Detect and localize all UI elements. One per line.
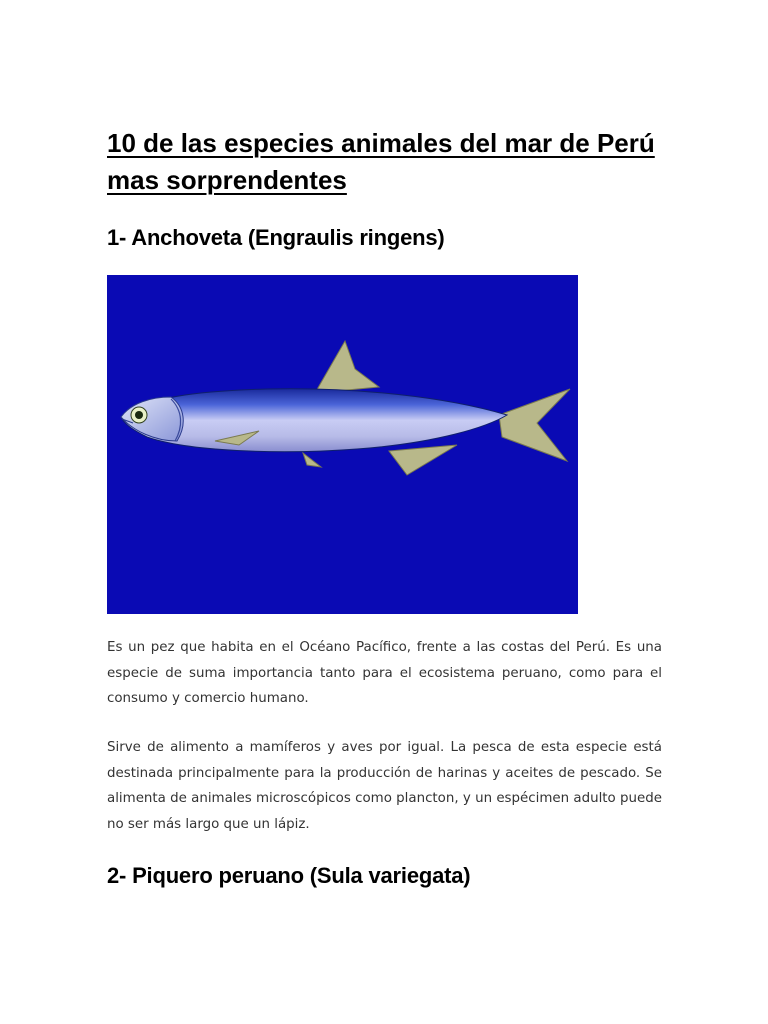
section-heading-piquero: 2- Piquero peruano (Sula variegata) bbox=[107, 863, 471, 888]
page-title: 10 de las especies animales del mar de Perú mas sorprendentes bbox=[107, 128, 655, 195]
fish-icon bbox=[107, 275, 578, 614]
section-heading-anchoveta: 1- Anchoveta (Engraulis ringens) bbox=[107, 225, 445, 250]
anchoveta-image bbox=[107, 275, 578, 614]
anchoveta-paragraph-2: Sirve de alimento a mamíferos y aves por igual. La pesca de esta especie está destinada principalmente para la producción de harinas y aceites de pescado. Se alimenta de animales microscópicos como plancton, y un espécimen adulto puede no ser más largo que un lápiz. bbox=[107, 740, 662, 832]
anchoveta-paragraph-1: Es un pez que habita en el Océano Pacífico, frente a las costas del Perú. Es una especie de suma importancia tanto para el ecosistema peruano, como para el consumo y comercio humano. bbox=[107, 640, 662, 706]
